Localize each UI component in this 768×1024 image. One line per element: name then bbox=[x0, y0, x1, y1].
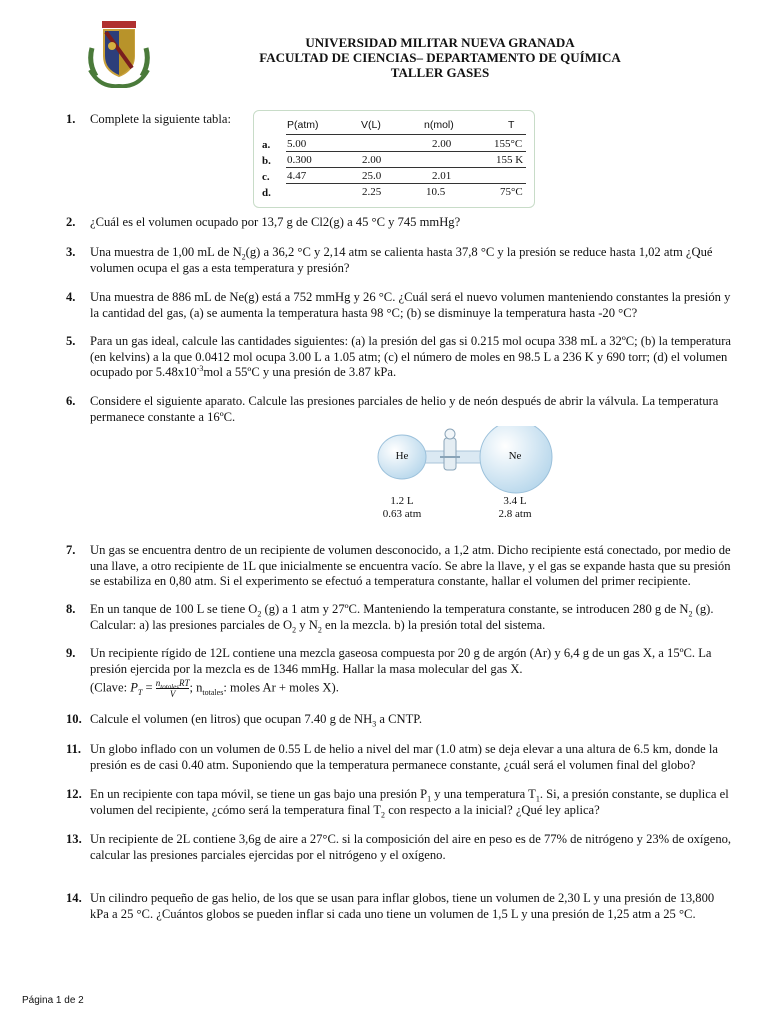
question-11: 11. Un globo inflado con un volumen de 0.55 L de helio a nivel del mar (1.0 atm) se deja elevar a una altura de 6.5 km, donde la presión es de casi 0.40 atm. Suponiendo que la temperatura permanece constante, ¿cuál será el volumen final del globo? bbox=[66, 742, 718, 772]
row-label: d. bbox=[262, 187, 271, 199]
clave-formula: (Clave: $P_T$ = $\frac{n_{totales}RT}{V}$ ; $n_{totales}$: moles Ar + moles X). bbox=[90, 678, 339, 699]
row-label: c. bbox=[262, 171, 270, 183]
col-header-moles: n(mol) bbox=[424, 119, 454, 131]
row-label: a. bbox=[262, 139, 271, 151]
table-cell: 155°C bbox=[494, 138, 523, 150]
question-7: 7. Un gas se encuentra dentro de un recipiente de volumen desconocido, a 1,2 atm. Dicho recipiente está conectado, por medio de una llave, a otro recipiente de 1L que inicialmente se encuentra vacío. Se abre la llave, y el gas se expande hasta que su presión se estabiliza en 0,80 atm. Si el experimento se efectuó a temperatura constante, hallar el volumen del primer recipiente. bbox=[66, 543, 731, 588]
question-14: 14. Un cilindro pequeño de gas helio, de los que se usan para inflar globos, tiene un volumen de 2,30 L y una presión de 13,800 kPa a 25 °C. ¿Cuántos globos se pueden inflar si cada uno tiene un volumen de 1,5 L y una presión de 1,25 atm a 25 °C. bbox=[66, 891, 715, 921]
col-header-pressure: P(atm) bbox=[287, 119, 319, 131]
document-header bbox=[170, 35, 710, 80]
valve-icon bbox=[444, 438, 456, 470]
header-faculty: FACULTAD DE CIENCIAS– DEPARTAMENTO DE QUÍMICA bbox=[259, 50, 621, 65]
ne-conditions: 3.4 L 2.8 atm bbox=[498, 495, 532, 520]
col-header-volume: V(L) bbox=[361, 119, 381, 131]
question-13: 13. Un recipiente de 2L contiene 3,6g de aire a 27°C. si la composición del aire en peso es de 77% de nitrógeno y 23% de oxígeno, calcular las presiones parciales ejercidas por el nitrógeno y el oxígeno. bbox=[66, 832, 732, 862]
question-2: 2. ¿Cuál es el volumen ocupado por 13,7 g de Cl2(g) a 45 °C y 745 mmHg? bbox=[66, 215, 461, 229]
table-cell: 2.01 bbox=[432, 170, 452, 182]
question-1: 1. Complete la siguiente tabla: bbox=[66, 112, 231, 126]
question-9: 9. Un recipiente rígido de 12L contiene una mezcla gaseosa compuesta por 20 g de argón (Ar) y 6,4 g de un gas X, a 15ºC. La presión ejercida por la mezcla es de 1346 mmHg. Hallar la masa molecular del gas X. (Clave: $P_T$ = $\frac{n_{totales}RT}{V}$ ; $n_{totales}$: moles Ar + moles X). bbox=[66, 646, 734, 699]
page-number: Página 1 de 2 bbox=[22, 995, 84, 1006]
header-university: UNIVERSIDAD MILITAR NUEVA GRANADA bbox=[305, 35, 575, 50]
question-3: 3. Una muestra de 1,00 mL de $N_2(g)$ a 36,2 °C y 2,14 atm se calienta hasta 37,8 °C y la presión se reduce hasta 1,02 atm ¿Qué volumen ocupa el gas a esta temperatura y presión? bbox=[66, 245, 713, 275]
table-cell: 75°C bbox=[500, 186, 523, 198]
table-cell: 10.5 bbox=[426, 186, 446, 198]
table-cell: 4.47 bbox=[287, 170, 307, 182]
question-8: 8. En un tanque de 100 L se tiene $O_2$ (g) a 1 atm y 27ºC. Manteniendo la temperatura constante, se introducen 280 g de $N_2$ (g). Calcular: a) las presiones parciales de $O_2$ y $N_2$ en la mezcla. b) la presión total del sistema. bbox=[66, 602, 714, 635]
table-cell: 2.25 bbox=[362, 186, 382, 198]
table-cell: 5.00 bbox=[287, 138, 307, 150]
he-conditions: 1.2 L 0.63 atm bbox=[382, 495, 422, 520]
university-crest-logo bbox=[86, 18, 152, 88]
question-10: 10. Calcule el volumen (en litros) que ocupan 7.40 g de $NH_3$ a CNTP. bbox=[66, 712, 423, 729]
question-5: 5. Para un gas ideal, calcule las cantidades siguientes: (a) la presión del gas si 0.215 mol ocupa 338 mL a 32ºC; (b) la temperatura (en kelvins) a la que 0.0412 mol ocupa 3.00 L a 1.05 atm; (c) el número de moles en 98.5 L a 236 K y 690 torr; (d) el volumen ocupado por $5.48x10^{-3}mol$ a 55ºC y una presión de 3.87 kPa. bbox=[66, 334, 731, 379]
ideal-gas-fraction: $\frac{n_{totales}RT}{V}$ bbox=[155, 678, 190, 699]
question-6: 6. Considere el siguiente aparato. Calcule las presiones parciales de helio y de neón después de abrir la válvula. La temperatura permanece constante a 16ºC. bbox=[66, 394, 719, 424]
data-table bbox=[253, 110, 535, 208]
question-12: 12. En un recipiente con tapa móvil, se tiene un gas bajo una presión $P_1$ y una temperatura $T_1$. Si, a presión constante, se duplica el volumen del recipiente, ¿cómo será la temperatura final $T_2$ con respecto a la inicial? ¿Qué ley aplica? bbox=[66, 787, 729, 820]
table-cell: 25.0 bbox=[362, 170, 382, 182]
table-cell: 0.300 bbox=[287, 154, 312, 166]
table-cell: 2.00 bbox=[432, 138, 452, 150]
table-cell: 155 K bbox=[496, 154, 524, 166]
ne-flask-label: Ne bbox=[508, 450, 522, 462]
he-flask-label: He bbox=[395, 450, 409, 462]
header-title: TALLER GASES bbox=[390, 65, 490, 80]
table-cell: 2.00 bbox=[362, 154, 382, 166]
col-header-temperature: T bbox=[508, 119, 515, 131]
question-4: 4. Una muestra de 886 mL de Ne(g) está a 752 mmHg y 26 °C. ¿Cuál será el nuevo volumen manteniendo constantes la presión y la cantidad del gas, (a) se aumenta la temperatura hasta 98 °C; (b) se disminuye la temperatura hasta -20 °C? bbox=[66, 290, 731, 320]
row-label: b. bbox=[262, 155, 271, 167]
